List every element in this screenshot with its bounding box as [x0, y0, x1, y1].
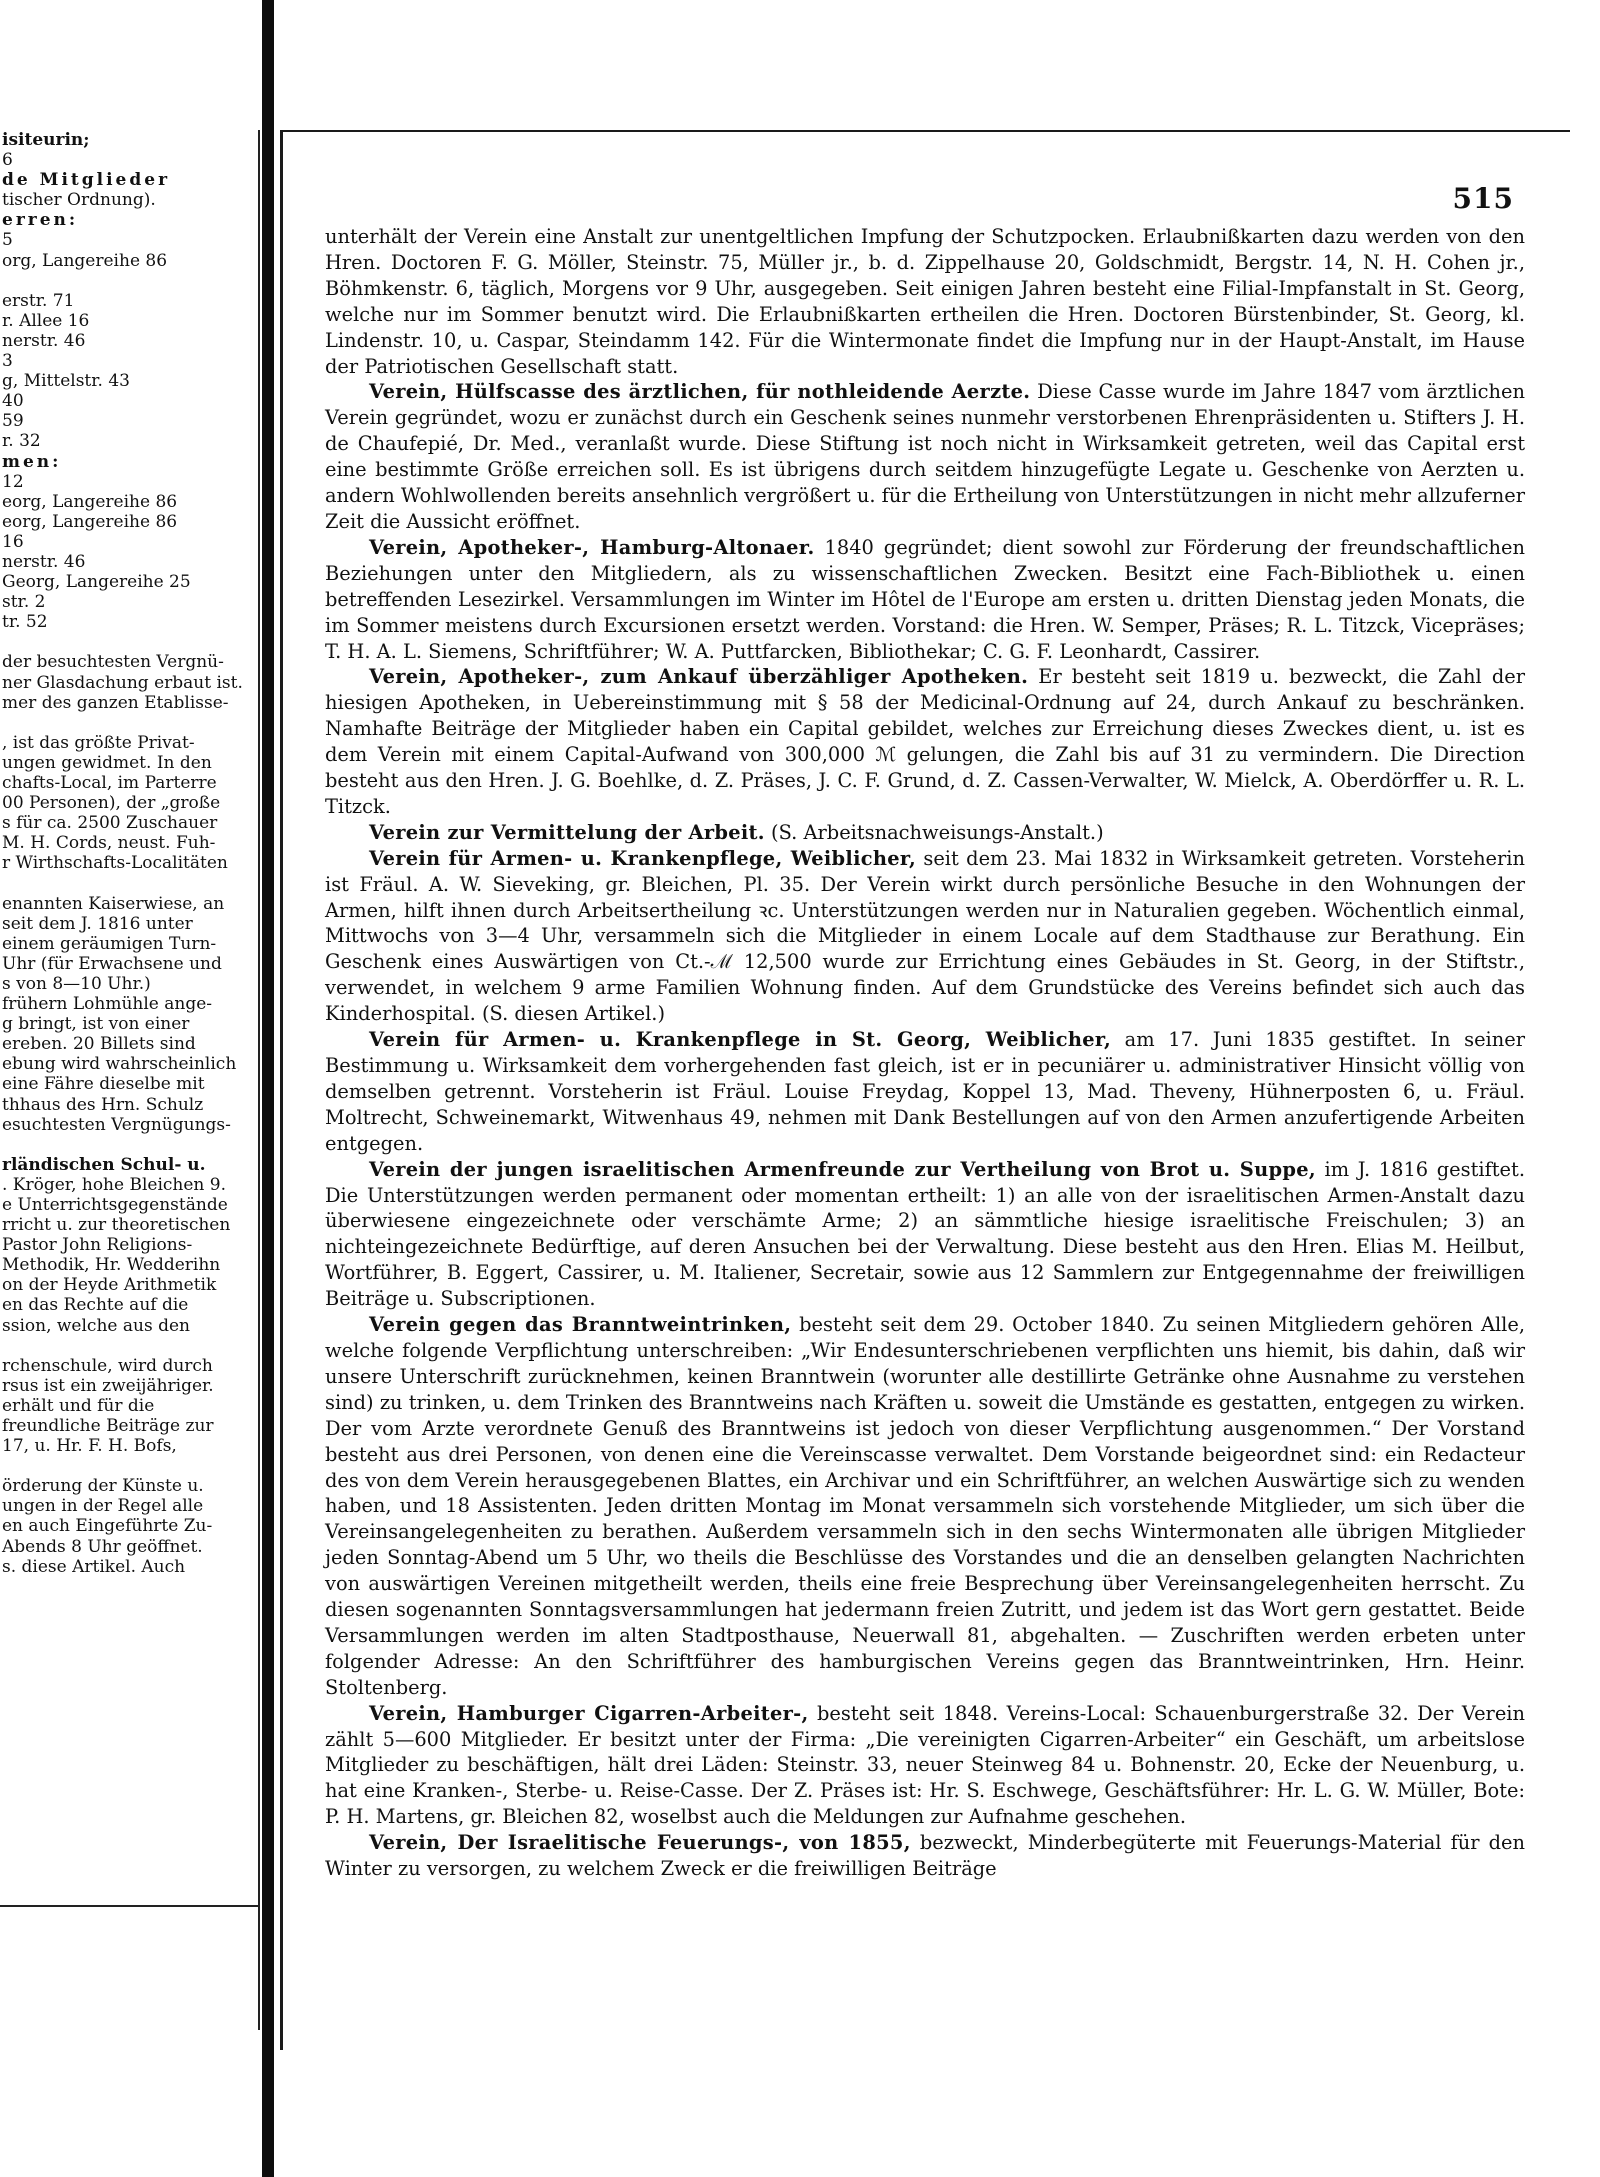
directory-entry [325, 1701, 1525, 1831]
left-page-line: e Unterrichtsgegenstände [2, 1194, 228, 1215]
entry-body: 1840 gegründet; dient sowohl zur Förderung der freundschaftlichen Beziehungen unter den Mitgliedern, als zu wissenschaftlichen Zwecken. Besitzt eine Fach-Bibliothek u. einen betreffenden Lesezirkel. Versammlungen im Winter im Hôtel de l'Europe am ersten u. dritten Dienstag jeden Monats, die im Sommer meistens durch Excursionen ersetzt werden. Vorstand: die Hren. W. Semper, Präses; R. L. Titzck, Vicepräses; T. H. A. L. Siemens, Schriftführer; W. A. Puttfarcken, Bibliothekar; C. G. F. Leonhardt, Cassirer. [325, 535, 1525, 663]
left-page-line [0, 713, 258, 733]
left-page-line: Georg, Langereihe 25 [2, 572, 191, 593]
entry-heading: Verein, Apotheker-, Hamburg-Altonaer. [369, 535, 815, 559]
left-page-line: en auch Eingeführte Zu- [2, 1516, 213, 1537]
left-page-line: de Mitglieder [2, 170, 171, 191]
left-page-line: r Wirthschafts-Localitäten [2, 853, 228, 874]
directory-entry [325, 1157, 1525, 1312]
entry-heading: Verein gegen das Branntweintrinken, [369, 1313, 792, 1337]
left-page-line: M. H. Cords, neust. Fuh- [2, 833, 216, 854]
entry-heading: Verein der jungen israelitischen Armenfreunde zur Vertheilung von Brot u. Suppe, [369, 1157, 1316, 1181]
left-page-line [0, 271, 258, 291]
entry-body: Er besteht seit 1819 u. bezweckt, die Zahl der hiesigen Apotheken, in Uebereinstimmung mit § 58 der Medicinal-Ordnung auf 24, durch Ankauf zu beschränken. Namhafte Beiträge der Mitglieder haben ein Capital gebildet, welches zur Erreichung dieses Zweckes dient, u. ist es dem Verein mit einem Capital-Aufwand von 300,000 ℳ gelungen, die Zahl bis auf 31 zu vermindern. Die Direction besteht aus den Hren. J. G. Boehlke, d. Z. Präses, J. C. F. Grund, d. Z. Cassen-Verwalter, W. Mielck, A. Oberdörffer u. R. L. Titzck. [325, 665, 1525, 818]
left-page-line: tr. 52 [2, 612, 48, 633]
left-page-line: , ist das größte Privat- [2, 732, 195, 753]
directory-entry [325, 1312, 1525, 1701]
page-number: 515 [1452, 182, 1514, 215]
left-page-line: . Kröger, hohe Bleichen 9. [2, 1174, 227, 1195]
left-page-line: str. 2 [2, 592, 46, 613]
left-page-line: rsus ist ein zweijähriger. [2, 1375, 214, 1396]
left-page-line: nerstr. 46 [2, 330, 86, 351]
left-page-line: 12 [2, 471, 24, 492]
left-page-line: erhält und für die [2, 1395, 155, 1416]
left-page-line: ungen in der Regel alle [2, 1496, 204, 1517]
left-page-line [0, 873, 258, 893]
left-page-line: org, Langereihe 86 [2, 250, 168, 271]
left-page-line: r. Allee 16 [2, 310, 90, 331]
directory-entry [325, 1830, 1525, 1882]
left-page-line: erstr. 71 [2, 290, 75, 311]
left-page-line: freundliche Beiträge zur [2, 1416, 214, 1436]
left-page-line: rricht u. zur theoretischen [2, 1215, 231, 1236]
left-page-bottom-rule [0, 1905, 258, 1907]
left-page-line: 3 [2, 351, 13, 372]
entry-heading: Verein, Hülfscasse des ärztlichen, für nothleidende Aerzte. [369, 380, 1031, 404]
directory-entry [325, 535, 1525, 665]
entry-body: bezweckt, Minderbegüterte mit Feuerungs-Material für den Winter zu versorgen, zu welchem Zweck er die freiwilligen Beiträge [325, 1831, 1525, 1881]
left-page-line: s für ca. 2500 Zuschauer [2, 813, 218, 834]
left-page-line [0, 632, 258, 652]
left-page-line: eine Fähre dieselbe mit [2, 1074, 205, 1095]
left-page-line: thhaus des Hrn. Schulz [2, 1094, 204, 1115]
entry-body: im J. 1816 gestiftet. Die Unterstützungen werden permanent oder momentan ertheilt: 1) an alle von der israelitischen Armen-Anstalt dazu überwiesene eingezeichnete oder verschämte Arme; 2) an sämmtliche hiesige israelitische Freischulen; 3) an nichteingezeichnete Bedürftige, auf deren Ansuchen bei der Verwaltung. Diese besteht aus den Hren. Elias M. Heilbut, Wortführer, B. Eggert, Cassirer, u. M. Italiener, Secretair, sowie aus 12 Sammlern zur Entgegennahme der freiwilligen Beiträge u. Subscriptionen. [325, 1157, 1525, 1311]
directory-entry [325, 820, 1525, 846]
left-page-line: einem geräumigen Turn- [2, 933, 217, 954]
left-page-line: 17, u. Hr. F. H. Bofs, [2, 1436, 177, 1457]
entry-body: besteht seit dem 29. October 1840. Zu seinen Mitgliedern gehören Alle, welche folgende Verpflichtung unterschreiben: „Wir Endesunterschriebenen verpflichten uns hiemit, bis dahin, daß wir unsere Unterschrift zurücknehmen, keinen Branntwein (worunter alle destillirte Getränke ohne Ausnahme zu verstehen sind) zu trinken, u. dem Trinken des Branntweins nach Kräften u. soweit die Umstände es gestatten, entgegen zu wirken. Der vom Arzte verordnete Genuß des Branntweins ist jedoch von dieser Verpflichtung ausgenommen.“ Der Vorstand besteht aus drei Personen, von denen eine die Vereinscasse verwaltet. Dem Vorstande beigeordnet sind: ein Redacteur des von dem Verein herausgegebenen Blattes, ein Archivar und ein Schriftführer, an welchen Auswärtige sich zu wenden haben, und 18 Assistenten. Jeden dritten Montag im Monat versammeln sich vorstehende Mitglieder, um sich über die Vereinsangelegenheiten zu berathen. Außerdem versammeln sich in den sechs Wintermonaten alle übrigen Mitglieder jeden Sonntag-Abend um 5 Uhr, wo theils die Beschlüsse des Vorstandes und die an denselben gelangten Nachrichten von auswärtigen Vereinen mitgetheilt werden, theils eine freie Besprechung über Vereinsangelegenheiten herrscht. Zu diesen sogenannten Sonntagsversammlungen hat jedermann freien Zutritt, und jedem ist das Wort gern gestattet. Beide Versammlungen werden im alten Stadtposthause, Neuerwall 81, abgehalten. — Zuschriften werden erbeten unter folgender Adresse: An den Schriftführer des hamburgischen Vereins gegen das Branntweintrinken, Hrn. Heinr. Stoltenberg. [325, 1313, 1525, 1699]
left-page-line: ssion, welche aus den [2, 1315, 190, 1336]
directory-entry [325, 224, 1525, 379]
left-page-line: ebung wird wahrscheinlich [2, 1054, 237, 1075]
left-page-line: der besuchtesten Vergnü- [2, 652, 224, 673]
left-page-line [0, 1336, 258, 1356]
left-page-line: 6 [2, 150, 13, 171]
left-page-line: on der Heyde Arithmetik [2, 1275, 217, 1296]
left-page-line: eorg, Langereihe 86 [2, 511, 178, 532]
left-page-line: en das Rechte auf die [2, 1295, 189, 1316]
book-gutter [262, 0, 274, 2177]
left-page-line: ungen gewidmet. In den [2, 752, 212, 773]
directory-entry [325, 664, 1525, 819]
left-page-line: r. 32 [2, 431, 41, 452]
left-page-line: mer des ganzen Etablisse- [2, 692, 229, 713]
right-page [280, 130, 1570, 2050]
entry-heading: Verein zur Vermittelung der Arbeit. [369, 820, 765, 844]
left-page-line: Uhr (für Erwachsene und [2, 953, 222, 974]
left-page-line: s von 8—10 Uhr.) [2, 973, 151, 994]
entry-heading: Verein, Hamburger Cigarren-Arbeiter-, [369, 1701, 809, 1725]
entry-body: seit dem 23. Mai 1832 in Wirksamkeit getreten. Vorsteherin ist Fräul. A. W. Sieveking, gr. Bleichen, Pl. 35. Der Verein wirkt durch persönliche Besuche in den Wohnungen der Armen, hilft ihnen durch Arbeitsertheilung ꝛc. Unterstützungen werden nur in Naturalien gegeben. Wöchentlich einmal, Mittwochs von 3—4 Uhr, versammeln sich die Mitglieder in einem Locale auf dem Stadthause zur Berathung. Ein Geschenk eines Auswärtigen von Ct.-ℳ 12,500 wurde zur Errichtung eines Gebäudes in St. Georg, in der Stiftstr., verwendet, in welchem 9 arme Familien Wohnung finden. Auf dem Grundstücke des Vereins befindet sich auch das Kinderhospital. (S. diesen Artikel.) [325, 846, 1525, 1026]
left-page-line: s. diese Artikel. Auch [2, 1556, 186, 1577]
left-page-line: g, Mittelstr. 43 [2, 371, 130, 392]
left-page-line: 5 [2, 230, 13, 251]
left-page-line: chafts-Local, im Parterre [2, 773, 217, 793]
left-page-line: örderung der Künste u. [2, 1476, 204, 1497]
directory-entry [325, 1027, 1525, 1157]
left-page-line: rländischen Schul- u. [2, 1154, 206, 1175]
left-page-line: tischer Ordnung). [2, 190, 156, 211]
entry-heading: Verein, Der Israelitische Feuerungs-, von 1855, [369, 1831, 911, 1855]
left-page-line: frühern Lohmühle ange- [2, 994, 213, 1015]
left-page-line: eorg, Langereihe 86 [2, 491, 178, 512]
entry-body: (S. Arbeitsnachweisungs-Anstalt.) [764, 820, 1104, 844]
entry-heading: Verein für Armen- u. Krankenpflege in St. Georg, Weiblicher, [369, 1028, 1112, 1052]
left-page-line: esuchtesten Vergnügungs- [2, 1114, 231, 1135]
left-page-line: seit dem J. 1816 unter [2, 913, 193, 934]
left-page-line: 16 [2, 531, 24, 552]
left-page-line: erren: [2, 210, 79, 231]
left-page-line: Methodik, Hr. Wedderihn [2, 1255, 221, 1276]
left-page-line [0, 1456, 258, 1476]
left-page [0, 130, 260, 2030]
left-page-line: rchenschule, wird durch [2, 1355, 213, 1376]
directory-entry [325, 379, 1525, 534]
entry-body: Diese Casse wurde im Jahre 1847 vom ärztlichen Verein gegründet, wozu er zunächst durch ein Geschenk seines nunmehr verstorbenen Ehrenpräsidenten u. Stifters J. H. de Chaufepié, Dr. Med., veranlaßt wurde. Diese Stiftung ist noch nicht in Wirksamkeit getreten, weil das Capital erst eine bestimmte Größe erreichen soll. Es ist übrigens durch seitdem hinzugefügte Legate u. Geschenke von Aerzten u. andern Wohlwollenden bereits ansehnlich vergrößert u. für die Ertheilung von Unterstützungen in nicht mehr allzuferner Zeit die Aussicht eröffnet. [325, 380, 1525, 533]
directory-entry [325, 846, 1525, 1027]
left-page-line: 59 [2, 411, 24, 432]
entry-body: besteht seit 1848. Vereins-Local: Schauenburgerstraße 32. Der Verein zählt 5—600 Mitglieder. Er besitzt unter der Firma: „Die vereinigten Cigarren-Arbeiter“ ein Geschäft, um arbeitslose Mitglieder zu beschäftigen, hält drei Läden: Steinstr. 33, neuer Steinweg 84 u. Bohnenstr. 20, Ecke der Neuenburg, u. hat eine Kranken-, Sterbe- u. Reise-Casse. Der Z. Präses ist: Hr. S. Eschwege, Geschäftsführer: Hr. L. G. W. Müller, Bote: P. H. Martens, gr. Bleichen 82, woselbst auch die Meldungen zur Aufnahme geschehen. [325, 1701, 1525, 1829]
entry-body: am 17. Juni 1835 gestiftet. In seiner Bestimmung u. Wirksamkeit dem vorhergehenden fast gleich, ist er in pecuniärer u. administrativer Hinsicht völlig von demselben getrennt. Vorsteherin ist Fräul. Louise Freydag, Koppel 13, Mad. Theveny, Hühnerposten 6, u. Fräul. Moltrecht, Schweinemarkt, Witwenhaus 49, nehmen mit Dank Bestellungen auf von den Armen anzufertigende Arbeiten entgegen. [325, 1028, 1525, 1155]
left-page-line: enannten Kaiserwiese, an [2, 893, 225, 914]
left-page-line [0, 1135, 258, 1155]
left-page-line: 40 [2, 391, 24, 412]
left-page-line: Abends 8 Uhr geöffnet. [2, 1536, 203, 1557]
entry-heading: Verein, Apotheker-, zum Ankauf überzähliger Apotheken. [369, 665, 1029, 689]
entry-heading: Verein für Armen- u. Krankenpflege, Weiblicher, [369, 846, 917, 870]
left-page-line: ner Glasdachung erbaut ist. [2, 672, 243, 693]
left-page-line: nerstr. 46 [2, 551, 86, 572]
left-page-line: g bringt, ist von einer [2, 1014, 190, 1035]
left-page-line: men: [2, 451, 62, 472]
entries [325, 224, 1525, 1882]
left-page-line: ereben. 20 Billets sind [2, 1034, 196, 1055]
entry-body: unterhält der Verein eine Anstalt zur unentgeltlichen Impfung der Schutzpocken. Erlaubnißkarten dazu werden von den Hren. Doctoren F. G. Möller, Steinstr. 75, Müller jr., b. d. Zippelhause 20, Goldschmidt, Bergstr. 14, N. H. Cohen jr., Böhmkenstr. 6, täglich, Morgens vor 9 Uhr, ausgegeben. Seit einigen Jahren besteht eine Filial-Impfanstalt in St. Georg, welche nur im Sommer benutzt wird. Die Erlaubnißkarten ertheilen die Hren. Doctoren Bürstenbinder, St. Georg, kl. Lindenstr. 10, u. Caspar, Steindamm 142. Für die Wintermonate findet die Impfung nur in der Haupt-Anstalt, im Hause der Patriotischen Gesellschaft statt. [325, 225, 1525, 378]
left-page-line: Pastor John Religions- [2, 1235, 193, 1256]
left-page-line: isiteurin; [2, 130, 90, 150]
left-page-line: 00 Personen), der „große [2, 793, 221, 814]
